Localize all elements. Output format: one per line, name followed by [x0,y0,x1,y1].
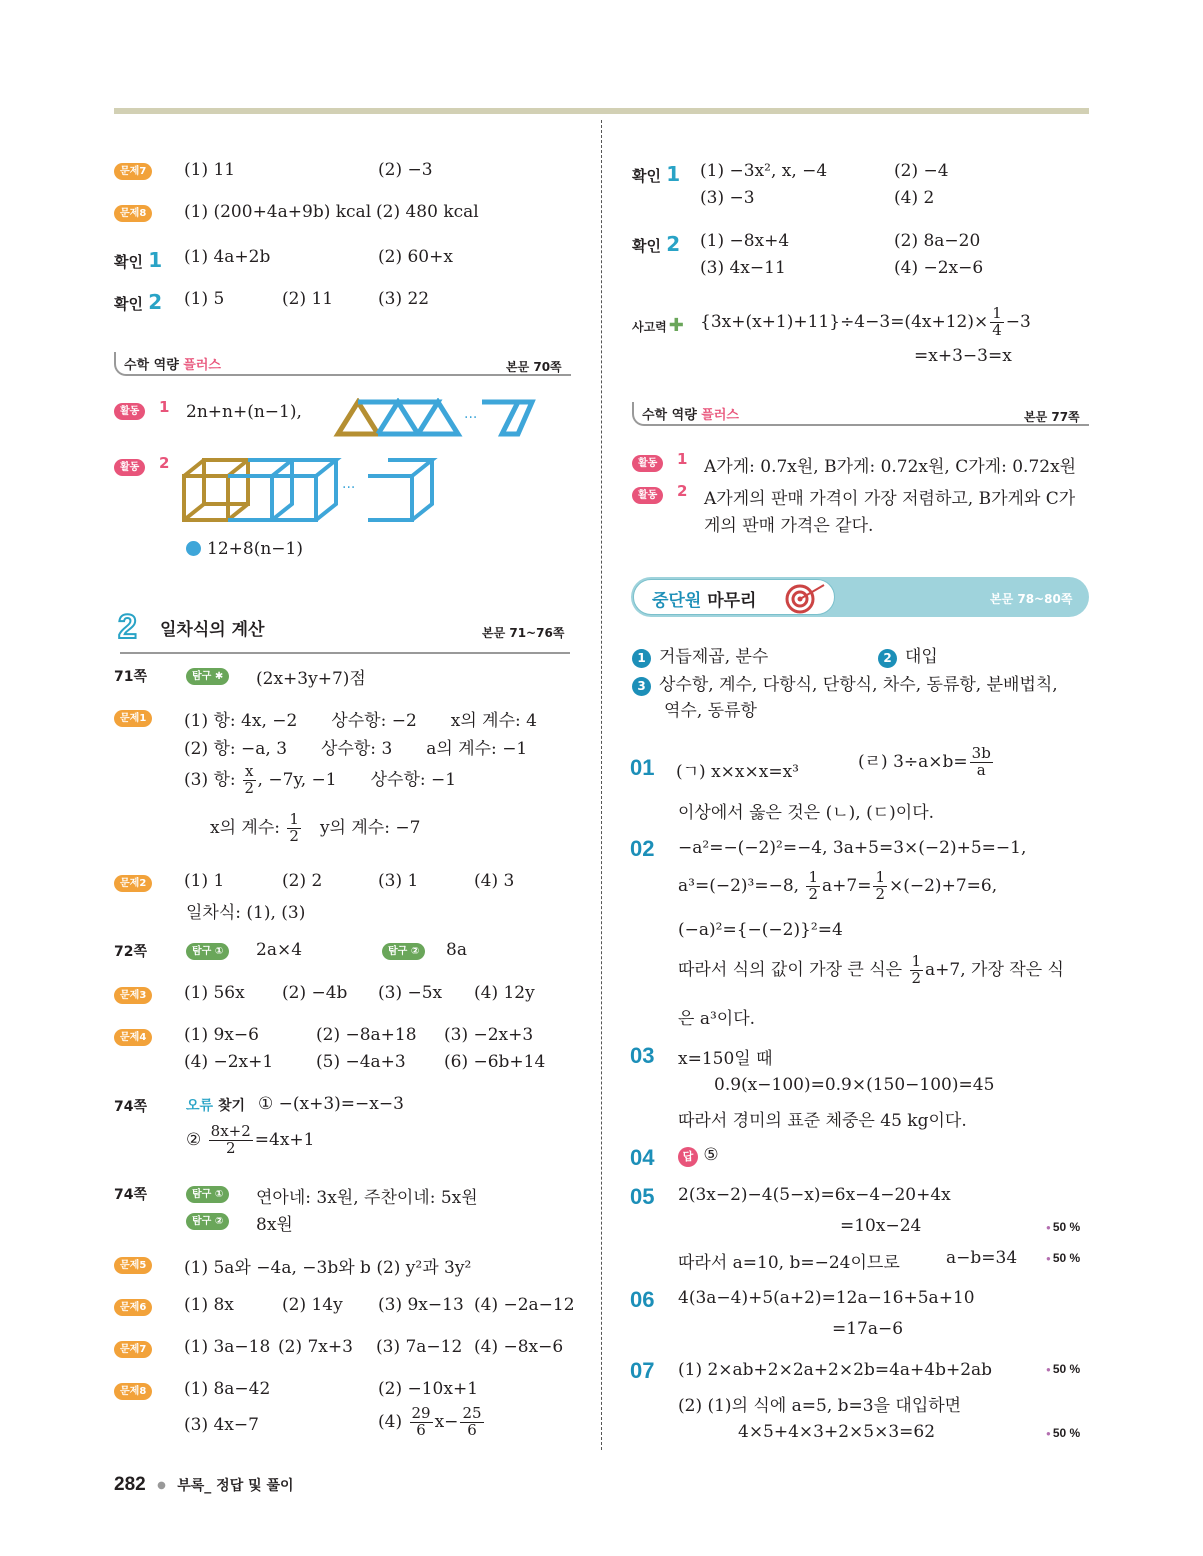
activity-badge: 활동 [632,487,663,504]
page-reference: 본문 78~80쪽 [990,592,1073,606]
answer: 일차식: (1), (3) [186,903,306,923]
problem-badge: 문제8 [114,1383,152,1400]
score-percent: ● 50 % [1046,1362,1080,1376]
answer: (1) 3a−18 [184,1337,271,1357]
answer: (1) 11 [184,160,236,180]
explore-badge: 탐구 ① [186,943,229,960]
answer: (2) −3 [378,160,433,180]
answer: (1) 5 [184,289,225,309]
question-number: 03 [630,1043,655,1068]
answer: {3x+(x+1)+11}÷4−3=(4x+12)× $\frac{1}{4}$ −3 [700,304,1031,339]
answer: (−a)²={−(−2)}²=4 [678,920,843,940]
question-number: 01 [630,755,655,780]
check-label: 확인 2 [114,290,163,314]
answer: (1) 4a+2b [184,247,271,267]
answer: (4) 3 [474,871,515,891]
answer: (1) 1 [184,871,225,891]
score-percent: ● 50 % [1046,1426,1080,1440]
target-icon [780,579,828,615]
answer: (3) 7a−12 [376,1337,463,1357]
page-label: 74쪽 [114,1099,148,1115]
answer: (5) −4a+3 [316,1052,406,1072]
answer: ② $\frac{8x+2}{2}$ =4x+1 [186,1122,315,1157]
answer: x=150일 때 [678,1049,773,1069]
footer-title: 부록_ 정답 및 풀이 [177,1478,294,1494]
answer: (ㄹ) 3÷a×b= $\frac{3b}{a}$ [858,744,991,779]
answer: (3) 22 [378,289,430,309]
key-item: 2 대입 [878,642,938,668]
answer: (2) −10x+1 [378,1379,479,1399]
answer: 4(3a−4)+5(a+2)=12a−16+5a+10 [678,1288,975,1308]
page-label: 71쪽 [114,669,148,685]
section-title: 수학 역량 플러스 [124,358,221,373]
question-number: 04 [630,1145,655,1170]
ellipsis: ··· [464,410,478,426]
answer: (ㄱ) x×x×x=x³ [676,762,799,782]
answer: (2) 2 [282,871,323,891]
problem-badge: 문제1 [114,710,152,727]
answer: (1) 9x−6 [184,1025,259,1045]
activity-badge: 활동 [114,403,145,420]
answer: A가게의 판매 가격이 가장 저렴하고, B가게와 C가 [704,489,1076,509]
thinking-label: 사고력 ✚ [632,315,684,336]
answer: a³=(−2)³=−8, $\frac{1}{2}$ a+7= $\frac{1}{2}$ ×(−2)+7=6, [678,868,998,903]
page-label: 72쪽 [114,944,148,960]
problem-badge: 문제7 [114,1341,152,1358]
answer: 2a×4 [256,940,303,960]
answer: (1) −3x², x, −4 [700,161,828,181]
answer: (1) −8x+4 [700,231,790,251]
answer: (2) (1)의 식에 a=5, b=3을 대입하면 [678,1396,962,1416]
answer: (3) −3 [700,188,755,208]
answer: (4) $\frac{29}{6}$ x− $\frac{25}{6}$ [378,1404,482,1439]
answer: =17a−6 [832,1319,904,1339]
result: 12+8(n−1) [186,539,303,559]
question-number: 05 [630,1184,655,1209]
section-title: 일차식의 계산 [160,620,265,640]
answer: (2) 8a−20 [894,231,981,251]
answer: 따라서 a=10, b=−24이므로 [678,1253,900,1273]
answer: (2x+3y+7)점 [256,669,366,689]
problem-badge: 문제2 [114,875,152,892]
answer: a−b=34 [946,1248,1018,1268]
activity-number: 2 [159,454,170,472]
answer: (4) −2x+1 [184,1052,274,1072]
answer: (4) −8x−6 [474,1337,564,1357]
page-reference: 본문 77쪽 [1024,410,1080,424]
answer: (2) 7x+3 [278,1337,353,1357]
answer: (3) −2x+3 [444,1025,534,1045]
answer: (4) 2 [894,188,935,208]
page-label: 74쪽 [114,1187,148,1203]
answer: 8x원 [256,1215,293,1235]
check-label: 확인 2 [632,232,681,256]
answer: 4×5+4×3+2×5×3=62 [738,1422,936,1442]
answer: (2) 항: −a, 3 상수항: 3 a의 계수: −1 [184,739,528,759]
answer: =x+3−3=x [914,346,1012,366]
answer: 은 a³이다. [678,1009,756,1029]
answer: (3) 1 [378,871,419,891]
answer: (1) 56x [184,983,245,1003]
explore-badge: 탐구 ✱ [186,668,229,685]
page-number: 282 [114,1474,146,1495]
answer: (1) 항: 4x, −2 상수항: −2 x의 계수: 4 [184,711,537,731]
explore-badge: 탐구 ② [382,943,425,960]
plus-icon: ✚ [668,315,684,336]
answer: (3) 4x−7 [184,1415,259,1435]
page-footer [114,1474,294,1496]
question-number: 02 [630,836,655,861]
answer: (4) −2x−6 [894,258,984,278]
answer: 따라서 경미의 표준 체중은 45 kg이다. [678,1111,967,1131]
answer: 2n+n+(n−1), [186,402,302,422]
problem-badge: 문제5 [114,1257,152,1274]
activity-number: 2 [677,482,688,500]
answer: 이상에서 옳은 것은 (ㄴ), (ㄷ)이다. [678,803,935,823]
score-percent: ● 50 % [1046,1220,1080,1234]
answer: (3) −5x [378,983,443,1003]
question-number: 06 [630,1287,655,1312]
answer: 0.9(x−100)=0.9×(150−100)=45 [714,1075,995,1095]
answer: (1) 2×ab+2×2a+2×2b=4a+4b+2ab [678,1360,993,1380]
top-rule [114,108,1089,114]
answer: 8a [446,940,467,960]
answer: (1) 5a와 −4a, −3b와 b (2) y²과 3y² [184,1258,472,1278]
answer: (2) −8a+18 [316,1025,417,1045]
answer: (4) 12y [474,983,535,1003]
check-label: 확인 1 [114,248,163,272]
explore-badge: 탐구 ② [186,1213,229,1230]
answer: (6) −6b+14 [444,1052,546,1072]
answer: =10x−24 [840,1216,922,1236]
answer: (1) (200+4a+9b) kcal [184,202,372,222]
answer: (2) −4b [282,983,348,1003]
footer-dot: ● [157,1480,166,1491]
answer: ① −(x+3)=−x−3 [258,1094,404,1114]
problem-badge: 문제7 [114,163,152,180]
activity-badge: 활동 [114,459,145,476]
answer: (3) 4x−11 [700,258,786,278]
answer: (1) 8x [184,1295,234,1315]
answer: 따라서 식의 값이 가장 큰 식은 $\frac{1}{2}$ a+7, 가장 작은 식 [678,952,1064,987]
problem-badge: 문제3 [114,987,152,1004]
answer: (3) 9x−13 [378,1295,464,1315]
answer: (2) 14y [282,1295,343,1315]
answer: 연아네: 3x원, 주찬이네: 5x원 [256,1188,478,1208]
prism-figure [182,458,442,524]
column-divider [601,120,602,1450]
page-reference: 본문 71~76쪽 [482,626,565,640]
triangle-figure [332,398,544,438]
explore-badge: 탐구 ① [186,1186,229,1203]
question-number: 07 [630,1358,655,1383]
answer: x의 계수: $\frac{1}{2}$ y의 계수: −7 [210,810,421,845]
activity-number: 1 [159,398,170,416]
answer: 2(3x−2)−4(5−x)=6x−4−20+4x [678,1185,951,1205]
page-reference: 본문 70쪽 [506,360,562,374]
answer: (2) 480 kcal [376,202,479,222]
problem-badge: 문제8 [114,205,152,222]
answer: 게의 판매 가격은 같다. [704,516,874,536]
activity-badge: 활동 [632,455,663,472]
score-percent: ● 50 % [1046,1251,1080,1265]
ellipsis: ··· [342,480,356,496]
key-item: 1 거듭제곱, 분수 [632,642,768,668]
answer: 답 ⑤ [678,1145,719,1167]
answer: (1) 8a−42 [184,1379,271,1399]
check-label: 확인 1 [632,162,681,186]
section-title: 수학 역량 플러스 [642,408,739,423]
key-item: 역수, 동류항 [664,701,757,721]
banner-title: 중단원 마무리 [652,591,757,611]
problem-badge: 문제6 [114,1299,152,1316]
section-number: 2 [118,608,137,646]
key-item: 3 상수항, 계수, 다항식, 단항식, 차수, 동류항, 분배법칙, [632,670,1058,696]
answer: (2) 60+x [378,247,453,267]
activity-number: 1 [677,450,688,468]
answer: (2) −4 [894,161,949,181]
answer: (4) −2a−12 [474,1295,575,1315]
answer: −a²=−(−2)²=−4, 3a+5=3×(−2)+5=−1, [678,838,1027,858]
arrow-circle-icon [186,541,201,556]
answer: A가게: 0.7x원, B가게: 0.72x원, C가게: 0.72x원 [704,457,1077,477]
answer: (3) 항: $\frac{x}{2}$ , −7y, −1 상수항: −1 [184,762,457,797]
error-find-label: 오류 찾기 [186,1098,245,1114]
answer: (2) 11 [282,289,334,309]
problem-badge: 문제4 [114,1029,152,1046]
